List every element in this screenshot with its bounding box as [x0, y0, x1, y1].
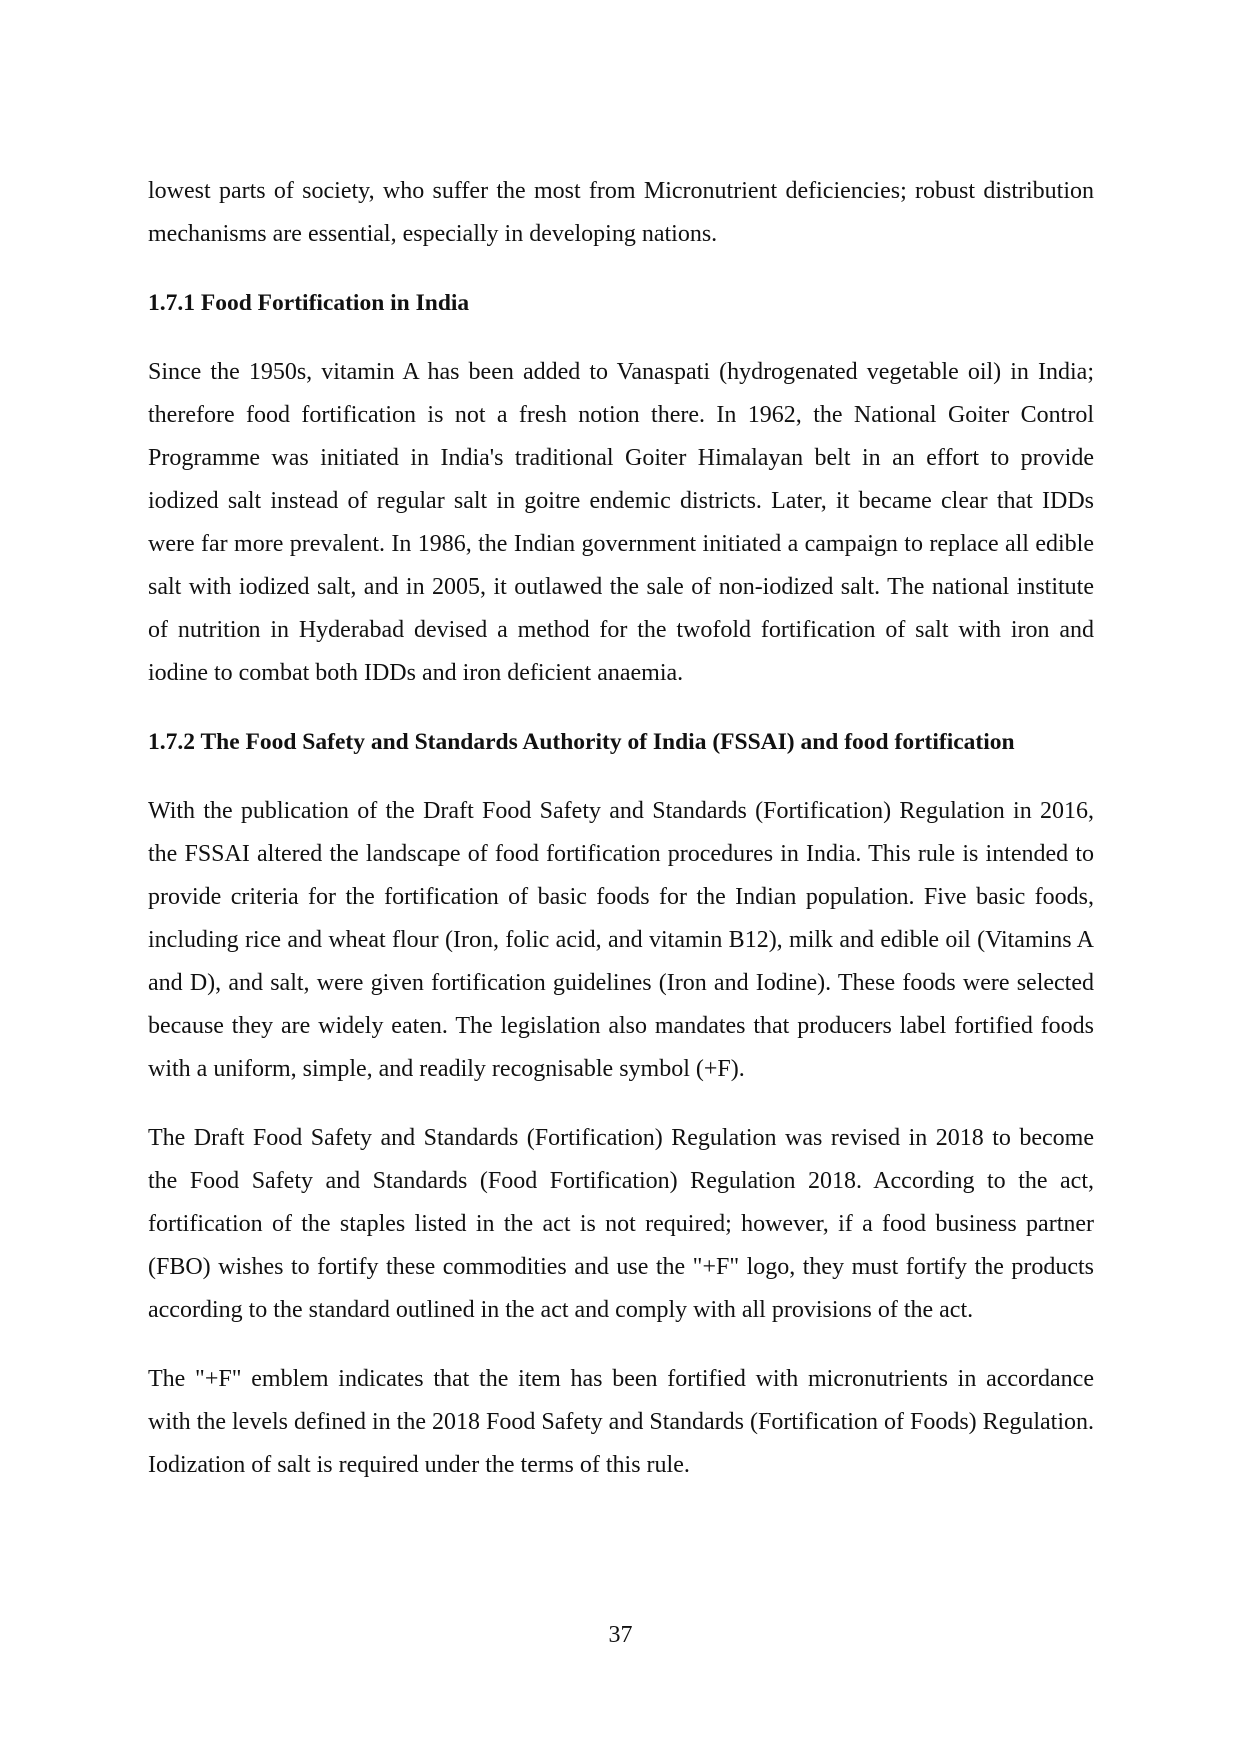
page-number: 37 [608, 1622, 633, 1648]
intro-continuation-paragraph: lowest parts of society, who suffer the most from Micronutrient deficiencies; robust distribution mechanisms are essential, especially in developing nations. [148, 178, 1094, 247]
page-content [148, 170, 1094, 1513]
section-1-7-1-paragraph: Since the 1950s, vitamin A has been added to Vanaspati (hydrogenated vegetable oil) in India; therefore food fortification is not a fresh notion there. In 1962, the National Goiter Control Programme was initiated in India's traditional Goiter Himalayan belt in an effort to provide iodized salt instead of regular salt in goitre endemic districts. Later, it became clear that IDDs were far more prevalent. In 1986, the Indian government initiated a campaign to replace all edible salt with iodized salt, and in 2005, it outlawed the sale of non-iodized salt. The national institute of nutrition in Hyderabad devised a method for the twofold fortification of salt with iron and iodine to combat both IDDs and iron deficient anaemia. [148, 359, 1094, 686]
section-1-7-2-paragraph-1: With the publication of the Draft Food Safety and Standards (Fortification) Regulation in 2016, the FSSAI altered the landscape of food fortification procedures in India. This rule is intended to provide criteria for the fortification of basic foods for the Indian population. Five basic foods, including rice and wheat flour (Iron, folic acid, and vitamin B12), milk and edible oil (Vitamins A and D), and salt, were given fortification guidelines (Iron and Iodine). These foods were selected because they are widely eaten. The legislation also mandates that producers label fortified foods with a uniform, simple, and readily recognisable symbol (+F). [148, 798, 1094, 1082]
section-1-7-1-heading: 1.7.1 Food Fortification in India [148, 290, 470, 316]
section-1-7-2-paragraph-3: The "+F" emblem indicates that the item has been fortified with micronutrients in accordance with the levels defined in the 2018 Food Safety and Standards (Fortification of Foods) Regulation. Iodization of salt is required under the terms of this rule. [148, 1366, 1094, 1478]
section-1-7-2-paragraph-2: The Draft Food Safety and Standards (Fortification) Regulation was revised in 2018 to become the Food Safety and Standards (Food Fortification) Regulation 2018. According to the act, fortification of the staples listed in the act is not required; however, if a food business partner (FBO) wishes to fortify these commodities and use the "+F" logo, they must fortify the products according to the standard outlined in the act and comply with all provisions of the act. [148, 1125, 1094, 1323]
section-1-7-2-heading: 1.7.2 The Food Safety and Standards Authority of India (FSSAI) and food fortification [148, 729, 1015, 755]
